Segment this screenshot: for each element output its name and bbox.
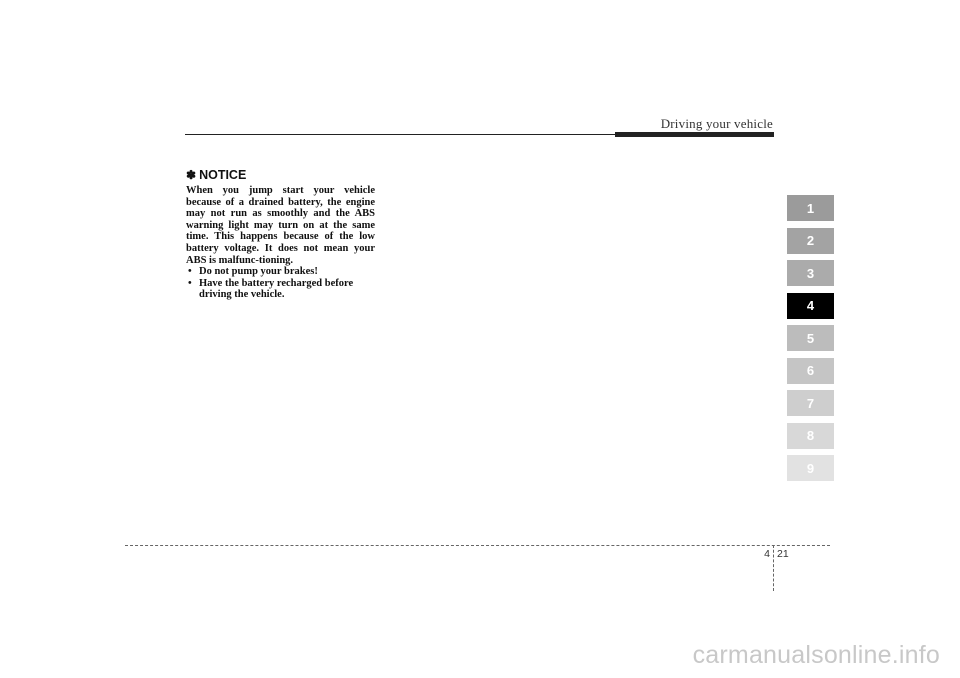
chapter-tab-5[interactable]: 5 — [787, 325, 834, 351]
header-rule-accent — [615, 132, 774, 137]
notice-heading — [186, 168, 375, 182]
header-section-title: Driving your vehicle — [660, 116, 773, 131]
chapter-tab-6[interactable]: 6 — [787, 358, 834, 384]
bullet-icon: • — [188, 277, 192, 289]
footer-divider — [773, 545, 774, 591]
notice-box — [186, 168, 375, 301]
footer-rule — [125, 545, 830, 546]
notice-body: When you jump start your vehicle because of a drained battery, the engine may not run as smoothly and the ABS warning light may turn on at the same time. This happens because of the low battery voltage. It does not mean your ABS is malfunc-tioning. — [186, 185, 375, 266]
bullet-icon: • — [188, 266, 192, 278]
notice-bullet-list — [186, 266, 375, 301]
notice-heading-label: NOTICE — [199, 168, 247, 182]
chapter-tab-1[interactable]: 1 — [787, 195, 834, 221]
chapter-tab-2[interactable]: 2 — [787, 228, 834, 254]
page-chapter-number: 4 — [764, 548, 770, 560]
header-rule — [185, 134, 615, 135]
chapter-tab-9[interactable]: 9 — [787, 455, 834, 481]
list-item-text: Do not pump your brakes! — [199, 266, 318, 278]
chapter-tabs — [787, 195, 834, 488]
chapter-tab-7[interactable]: 7 — [787, 390, 834, 416]
watermark: carmanualsonline.info — [692, 641, 940, 669]
asterisk-cross-icon: ✽ — [186, 168, 197, 182]
list-item — [186, 266, 375, 278]
chapter-tab-3[interactable]: 3 — [787, 260, 834, 286]
page-number: 21 — [777, 548, 789, 560]
list-item-text: Have the battery recharged before driving the vehicle. — [199, 277, 354, 301]
chapter-tab-4[interactable]: 4 — [787, 293, 834, 319]
list-item — [186, 278, 375, 301]
chapter-tab-8[interactable]: 8 — [787, 423, 834, 449]
